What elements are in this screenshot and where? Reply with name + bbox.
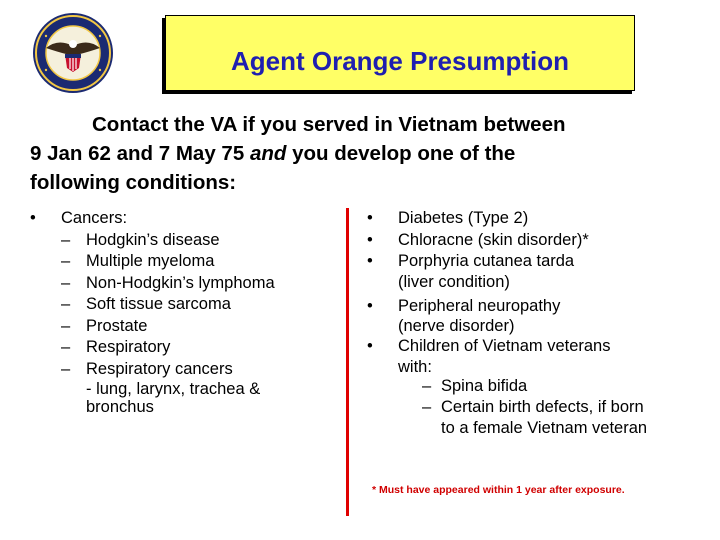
list-item-spina-bifida: – Spina bifida (422, 376, 528, 395)
list-item-hodgkins: – Hodgkin’s disease (61, 230, 220, 249)
list-item-children: • Children of Vietnam veterans with: (367, 337, 611, 376)
list-item-multiple-myeloma: – Multiple myeloma (61, 252, 215, 270)
intro-line-3: following conditions: (30, 171, 237, 194)
list-item-prostate: – Prostate (61, 316, 148, 335)
footnote: * Must have appeared within 1 year after exposure. (372, 484, 625, 496)
va-seal-icon (32, 12, 114, 94)
list-item-soft-tissue-sarcoma: – Soft tissue sarcoma (61, 295, 231, 313)
intro-paragraph (30, 110, 710, 197)
list-item-cancers: • Cancers: (30, 209, 128, 227)
list-item-respiratory-cancers: – Respiratory cancers - lung, larynx, trachea & bronchus (61, 359, 261, 416)
conditions-list (367, 208, 702, 438)
column-divider (346, 208, 349, 516)
intro-line-2: 9 Jan 62 and 7 May 75 and you develop one of the (30, 142, 516, 165)
list-item-diabetes: • Diabetes (Type 2) (367, 209, 529, 227)
list-item-birth-defects: – Certain birth defects, if born to a female Vietnam veteran (422, 398, 648, 437)
intro-line-1: Contact the VA if you served in Vietnam between (92, 113, 566, 136)
list-item-porphyria: • Porphyria cutanea tarda (liver condition) (367, 252, 575, 291)
cancers-list (30, 208, 335, 416)
page-title: Agent Orange Presumption (230, 46, 570, 76)
title-box (165, 15, 635, 91)
list-item-respiratory: – Respiratory (61, 338, 171, 356)
list-item-non-hodgkins: – Non-Hodgkin’s lymphoma (61, 273, 275, 292)
list-item-chloracne: • Chloracne (skin disorder)* (367, 230, 589, 249)
list-item-peripheral-neuropathy: • Peripheral neuropathy (nerve disorder) (367, 296, 561, 335)
